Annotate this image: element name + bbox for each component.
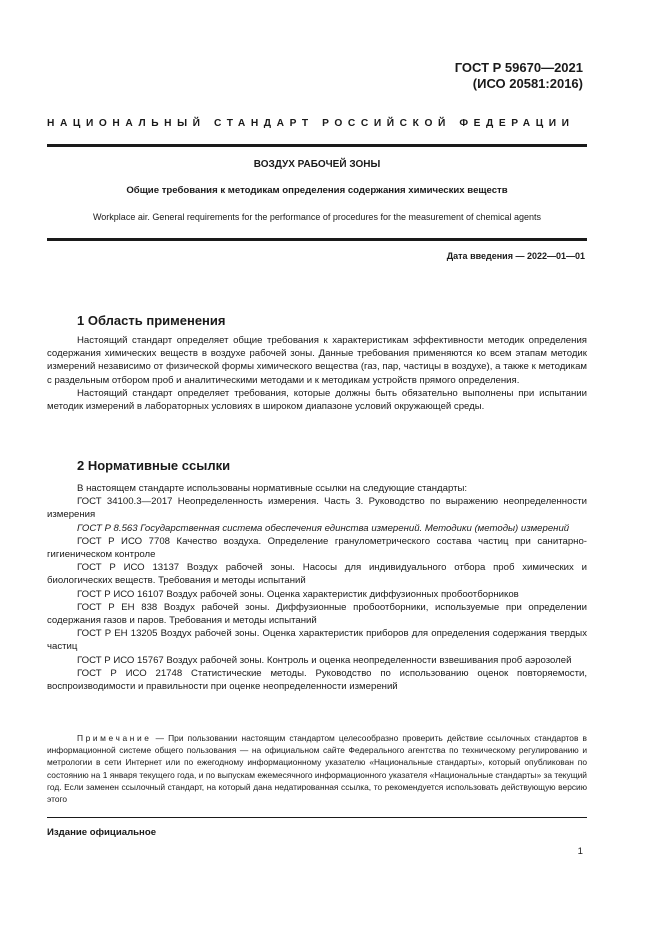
reference-item: ГОСТ Р ЕН 13205 Воздух рабочей зоны. Оценка характеристик приборов для определения содержания твердых частиц — [47, 628, 587, 653]
paragraph: Настоящий стандарт определяет требования, которые должны быть обязательно выполнены при испытании методик измерений в лабораторных условиях в широком диапазоне условий окружающей среды. — [47, 387, 587, 413]
reference-item: ГОСТ Р ЕН 838 Воздух рабочей зоны. Диффузионные пробоотборники, используемые при определении содержания газов и паров. Требования и методы испытаний — [47, 601, 587, 627]
section-1-body — [47, 334, 587, 413]
note-label: Примечание — [77, 733, 152, 743]
english-title: Workplace air. General requirements for the performance of procedures for the measurement of chemical agents — [92, 212, 542, 222]
reference-item: ГОСТ Р ИСО 7708 Качество воздуха. Определение гранулометрического состава частиц при санитарно-гигиеническом контроле — [47, 535, 587, 561]
standard-number: ГОСТ Р 59670—2021 — [454, 60, 583, 75]
page-number: 1 — [577, 846, 583, 857]
national-standard-banner: НАЦИОНАЛЬНЫЙ СТАНДАРТ РОССИЙСКОЙ ФЕДЕРАЦИИ — [47, 118, 575, 129]
section-2-body — [47, 482, 587, 693]
top-divider — [47, 144, 587, 147]
document-subtitle: Общие требования к методикам определения содержания химических веществ — [126, 185, 508, 196]
title-divider — [47, 238, 587, 241]
iso-number: (ИСО 20581:2016) — [472, 76, 583, 91]
references-intro: В настоящем стандарте использованы нормативные ссылки на следующие стандарты: — [77, 483, 468, 494]
standard-number-block — [455, 60, 583, 92]
reference-item: ГОСТ Р ИСО 15767 Воздух рабочей зоны. Контроль и оценка неопределенности взвешивания проб аэрозолей — [77, 654, 572, 666]
section-1-heading: 1 Область применения — [77, 313, 226, 328]
reference-item: ГОСТ Р 8.563 Государственная система обеспечения единства измерений. Методики (методы) измерений — [77, 522, 570, 534]
section-2-heading: 2 Нормативные ссылки — [77, 458, 231, 473]
paragraph: Настоящий стандарт определяет общие требования к характеристикам эффективности методик определения содержания химических веществ в воздухе рабочей зоны. Данные требования применяются ко всем этапам методик измерений независимо от физической формы химического вещества (газ, пар, частицы в воздухе), а также к методикам с раздельным отбором проб и аналитическими методами и к методикам устройств прямого определения. — [47, 335, 587, 386]
document-title: ВОЗДУХ РАБОЧЕЙ ЗОНЫ — [253, 159, 381, 170]
note — [47, 732, 587, 805]
note-text: — При пользовании настоящим стандартом целесообразно проверить действие ссылочных стандартов в информационной системе общего пользования — на официальном сайте Федерального агентства по техническому регулированию и метрологии в сети Интернет или по ежегодному информационному указателю «Национальные стандарты», который опубликован по состоянию на 1 января текущего года, и по выпускам ежемесячного информационного указателя «Национальные стандарты» за текущий год. Если заменен ссылочный стандарт, на который дана недатированная ссылка, то рекомендуется использовать действующую версию этого — [47, 733, 587, 805]
reference-item: ГОСТ Р ИСО 21748 Статистические методы. Руководство по использованию оценок повторяемости, воспроизводимости и правильности при оценке неопределенности измерений — [47, 667, 587, 693]
footer-divider — [47, 817, 587, 818]
reference-item: ГОСТ 34100.3—2017 Неопределенность измерения. Часть 3. Руководство по выражению неопределенности измерения — [47, 496, 587, 521]
official-edition: Издание официальное — [47, 827, 157, 838]
reference-item: ГОСТ Р ИСО 13137 Воздух рабочей зоны. Насосы для индивидуального отбора проб химических и биологических веществ. Требования и методы испытаний — [47, 562, 587, 587]
introduction-date: Дата введения — 2022—01—01 — [446, 251, 585, 261]
reference-item: ГОСТ Р ИСО 16107 Воздух рабочей зоны. Оценка характеристик диффузионных пробоотборников — [77, 588, 519, 600]
